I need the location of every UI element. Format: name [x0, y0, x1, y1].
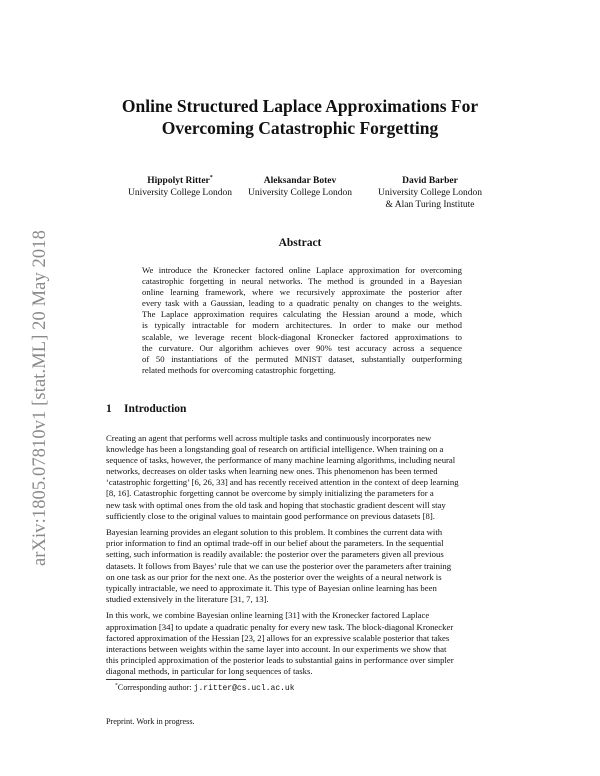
author-name: Hippolyt Ritter*	[147, 174, 213, 186]
abstract-line: scalable, we leverage recent block-diagonal Kronecker factored approximations to	[142, 331, 462, 342]
title-line: Online Structured Laplace Approximations For	[121, 96, 479, 116]
paragraph-line: setting, such information is readily available: the posterior over the parameters given all previous	[106, 549, 444, 560]
paragraph-line: Bayesian learning provides an elegant solution to this problem. It combines the current data with	[106, 527, 443, 538]
title-line: Overcoming Catastrophic Forgetting	[161, 118, 439, 138]
author-name: David Barber	[402, 176, 458, 186]
abstract-line: the curvature. Our algorithm achieves over 90% test accuracy across a sequence	[142, 342, 462, 353]
paragraph-line: prior information to find an optimal trade-off in our belief about the parameters. In the sequential	[106, 538, 444, 549]
paragraph-line: [8, 16]. Catastrophic forgetting cannot be overcome by simply initializing the parameters for a	[106, 488, 434, 499]
footnote-email[interactable]: j.ritter@cs.ucl.ac.uk	[193, 684, 295, 693]
abstract-line: catastrophic forgetting in neural networks. The method is grounded in a Bayesian	[142, 276, 462, 287]
section-body	[106, 433, 496, 677]
author-affiliation: & Alan Turing Institute	[385, 200, 475, 210]
abstract-line: We introduce the Kronecker factored online Laplace approximation for overcoming	[142, 265, 462, 275]
abstract-line: of 50 instantiations of the permuted MNIST dataset, substantially outperforming	[142, 353, 462, 364]
author-affiliation: University College London	[378, 188, 482, 198]
footnote-mark: *	[115, 682, 118, 689]
paragraph-line: Creating an agent that performs well across multiple tasks and continuously incorporates new	[106, 433, 432, 443]
abstract-line: is typically intractable for modern architectures. In order to make our method	[142, 320, 462, 331]
corresponding-mark: *	[209, 174, 213, 181]
paragraph-line: factored approximation of the Hessian [23, 2] allows for an expressive scalable posterior that takes	[106, 632, 450, 643]
paragraph-line: sufficiently close to the original values to maintain good performance on previous datasets [8].	[106, 510, 435, 521]
abstract-heading: Abstract	[278, 237, 322, 249]
paragraph-line: diagonal methods, in particular for long sequences of tasks.	[106, 665, 313, 676]
paragraph-line: on one task as our prior for the next one. As the posterior over the weights of a neural network is	[106, 571, 442, 582]
paper-title	[100, 95, 500, 139]
section-heading	[106, 402, 186, 416]
page-footer: Preprint. Work in progress.	[106, 717, 195, 726]
author-name: Aleksandar Botev	[263, 176, 337, 186]
footnote-rule	[106, 679, 246, 680]
paragraph-line: approximation [34] to update a quadratic penalty for every new task. The block-diagonal Kronecker	[106, 621, 454, 632]
paragraph-line: new task with optimal ones from the old task and hoping that stochastic gradient descent will stay	[106, 499, 446, 510]
footnote-text: Corresponding author:	[117, 683, 194, 692]
paragraph-line: In this work, we combine Bayesian online learning [31] with the Kronecker factored Laplace	[106, 610, 430, 621]
abstract-line: related methods for overcoming catastrophic forgetting.	[142, 364, 336, 375]
arxiv-identifier: arXiv:1805.07810v1 [stat.ML] 20 May 2018	[30, 230, 50, 566]
abstract-line: The Laplace approximation requires calculating the Hessian around a mode, which	[142, 309, 462, 320]
paragraph-line: knowledge has been a longstanding goal of research on artificial intelligence. When training on a	[106, 444, 444, 455]
section-title: Introduction	[124, 403, 187, 415]
footnote	[115, 682, 295, 694]
abstract-line: every task with a Gaussian, leading to a quadratic penalty on changes to the weights.	[142, 298, 462, 309]
paragraph-line: ‘catastrophic forgetting’ [6, 26, 33] and has recently received attention in the context of deep learning	[106, 477, 459, 488]
paragraph-line: typically intractable, we need to approximate it. This type of Bayesian online learning has been	[106, 582, 437, 593]
paragraph-line: studied extensively in the literature [31, 7, 13].	[106, 593, 269, 604]
paragraph-line: networks, decreases on older tasks when learning new ones. This phenomenon has been termed	[106, 466, 438, 477]
paragraph-line: datasets. It follows from Bayes’ rule that we can use the posterior over the parameters after training	[106, 560, 452, 571]
paragraph-line: this principled approximation of the posterior leads to substantial gains in performance over simpler	[106, 654, 454, 665]
author-block	[225, 175, 375, 199]
abstract-body	[142, 265, 462, 376]
paragraph-line: interactions between weights within the same layer into account. In our experiments we show that	[106, 643, 447, 654]
abstract-line: online learning framework, where we recursively approximate the posterior after	[142, 287, 462, 298]
author-affiliation: University College London	[248, 188, 352, 198]
author-affiliation: University College London	[128, 188, 232, 198]
author-block	[355, 175, 505, 211]
section-number: 1	[106, 403, 112, 415]
paragraph-line: sequence of tasks, however, the performance of many machine learning algorithms, including neural	[106, 455, 456, 466]
